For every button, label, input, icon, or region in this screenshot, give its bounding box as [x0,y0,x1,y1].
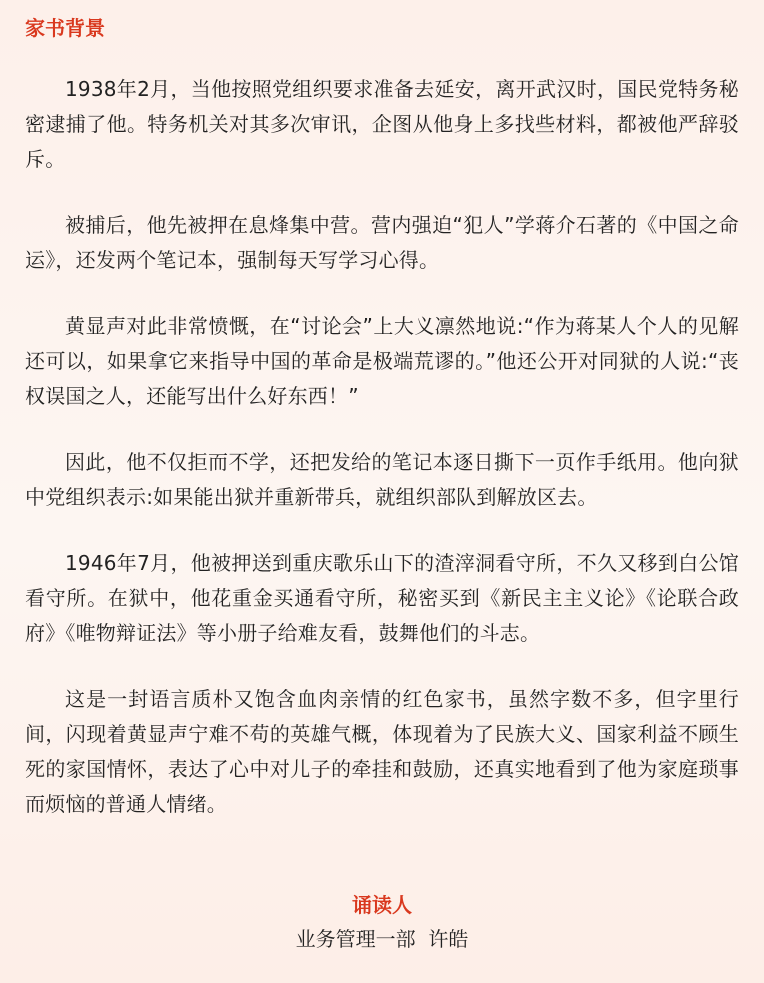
reader-credit [0,888,764,956]
reader-name: 业务管理一部 许皓 [295,927,469,951]
article-body [25,72,739,822]
reader-heading: 诵读人 [352,893,412,917]
paragraph-6: 这是一封语言质朴又饱含血肉亲情的红色家书，虽然字数不多，但字里行间，闪现着黄显声宁难不苟的英雄气概，体现着为了民族大义、国家利益不顾生死的家国情怀，表达了心中对儿子的牵挂和鼓励，还真实地看到了他为家庭琐事而烦恼的普通人情绪。 [25,687,739,816]
paragraph-2: 被捕后，他先被押在息烽集中营。营内强迫“犯人”学蒋介石著的《中国之命运》，还发两个笔记本，强制每天写学习心得。 [25,213,739,272]
paragraph-4: 因此，他不仅拒而不学，还把发给的笔记本逐日撕下一页作手纸用。他向狱中党组织表示:如果能出狱并重新带兵，就组织部队到解放区去。 [25,450,739,509]
paragraph-5: 1946年7月，他被押送到重庆歌乐山下的渣滓洞看守所，不久又移到白公馆看守所。在狱中，他花重金买通看守所，秘密买到《新民主主义论》《论联合政府》《唯物辩证法》等小册子给难友看，鼓舞他们的斗志。 [25,551,739,645]
paragraph-1: 1938年2月，当他按照党组织要求准备去延安，离开武汉时，国民党特务秘密逮捕了他。特务机关对其多次审讯，企图从他身上多找些材料，都被他严辞驳斥。 [25,77,739,171]
section-title: 家书背景 [25,16,105,40]
paragraph-3: 黄显声对此非常愤慨，在“讨论会”上大义凛然地说:“作为蒋某人个人的见解还可以，如果拿它来指导中国的革命是极端荒谬的。”他还公开对同狱的人说:“丧权误国之人，还能写出什么好东西！” [25,314,739,408]
